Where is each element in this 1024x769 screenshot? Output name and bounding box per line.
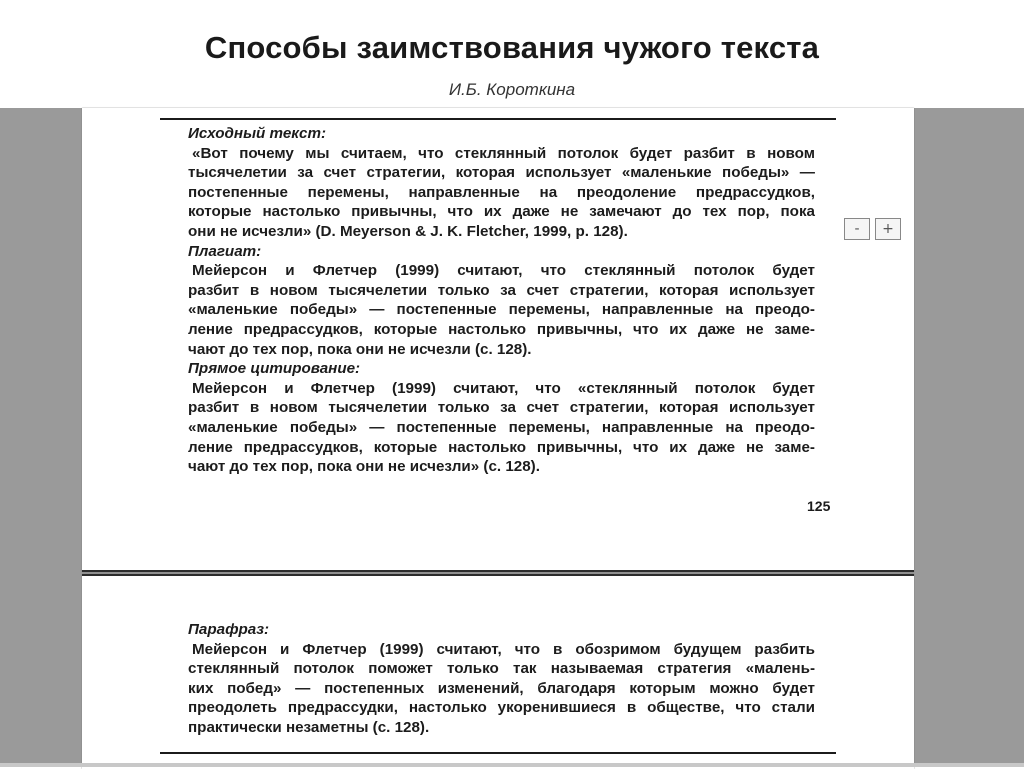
page-number: 125 [807,498,831,514]
viewer-bottom-edge [0,763,1024,767]
text-line: «маленькие победы» — постепенные перемены, направленные на преодо- [188,301,815,319]
zoom-controls [844,218,901,240]
text-line: ление предрассудков, которые настолько привычны, что их даже не заме- [188,320,815,338]
section-heading: Прямое цитирование: [188,360,361,378]
section-heading: Плагиат: [188,242,262,260]
text-line: которые настолько привычны, что их даже не замечают до тех пор, пока [188,203,815,221]
slide-subtitle: И.Б. Короткина [448,80,576,99]
text-line: ких побед» — постепенных изменений, благодаря которым можно будет [188,679,815,697]
text-line: стеклянный потолок поможет только так называемая стратегия «малень- [188,660,815,678]
text-line: разбит в новом тысячелетии только за счет стратегии, которая использует [188,399,815,417]
bottom-rule [160,752,836,754]
text-line: Мейерсон и Флетчер (1999) считают, что в обозримом будущем разбить [192,640,815,658]
slide-header [0,0,1024,108]
text-line: чают до тех пор, пока они не исчезли (с. 128). [188,340,532,358]
text-line: практически незаметны (с. 128). [188,718,430,736]
text-line: разбит в новом тысячелетии только за счет стратегии, которая использует [188,281,815,299]
zoom-in-button[interactable]: + [875,218,901,240]
top-rule [160,118,836,120]
text-line: чают до тех пор, пока они не исчезли» (с. 128). [188,458,540,476]
text-line: тысячелетии за счет стратегии, которая использует «маленькие победы» — [188,164,815,182]
document-viewer[interactable] [0,108,1024,767]
document-page-125 [82,108,914,572]
text-line: постепенные перемены, направленные на преодоление предрассудков, [188,183,815,201]
document-page-next [82,574,914,769]
text-line: преодолеть предрассудки, настолько укоренившиеся в обществе, что стали [188,699,815,717]
original-text-section [188,124,815,477]
paraphrase-section [188,620,815,738]
text-line: Мейерсон и Флетчер (1999) считают, что «стеклянный потолок будет [192,379,815,397]
slide-title: Способы заимствования чужого текста [204,30,820,65]
zoom-out-button[interactable]: - [844,218,870,240]
text-line: Мейерсон и Флетчер (1999) считают, что стеклянный потолок будет [192,262,815,280]
text-line: они не исчезли» (D. Meyerson & J. K. Fletcher, 1999, p. 128). [188,222,628,240]
text-line: ление предрассудков, которые настолько привычны, что их даже не заме- [188,438,815,456]
section-heading: Парафраз: [188,621,270,638]
section-heading: Исходный текст: [188,125,326,142]
text-line: «Вот почему мы считаем, что стеклянный потолок будет разбит в новом [192,144,815,162]
text-line: «маленькие победы» — постепенные перемены, направленные на преодо- [188,418,815,436]
